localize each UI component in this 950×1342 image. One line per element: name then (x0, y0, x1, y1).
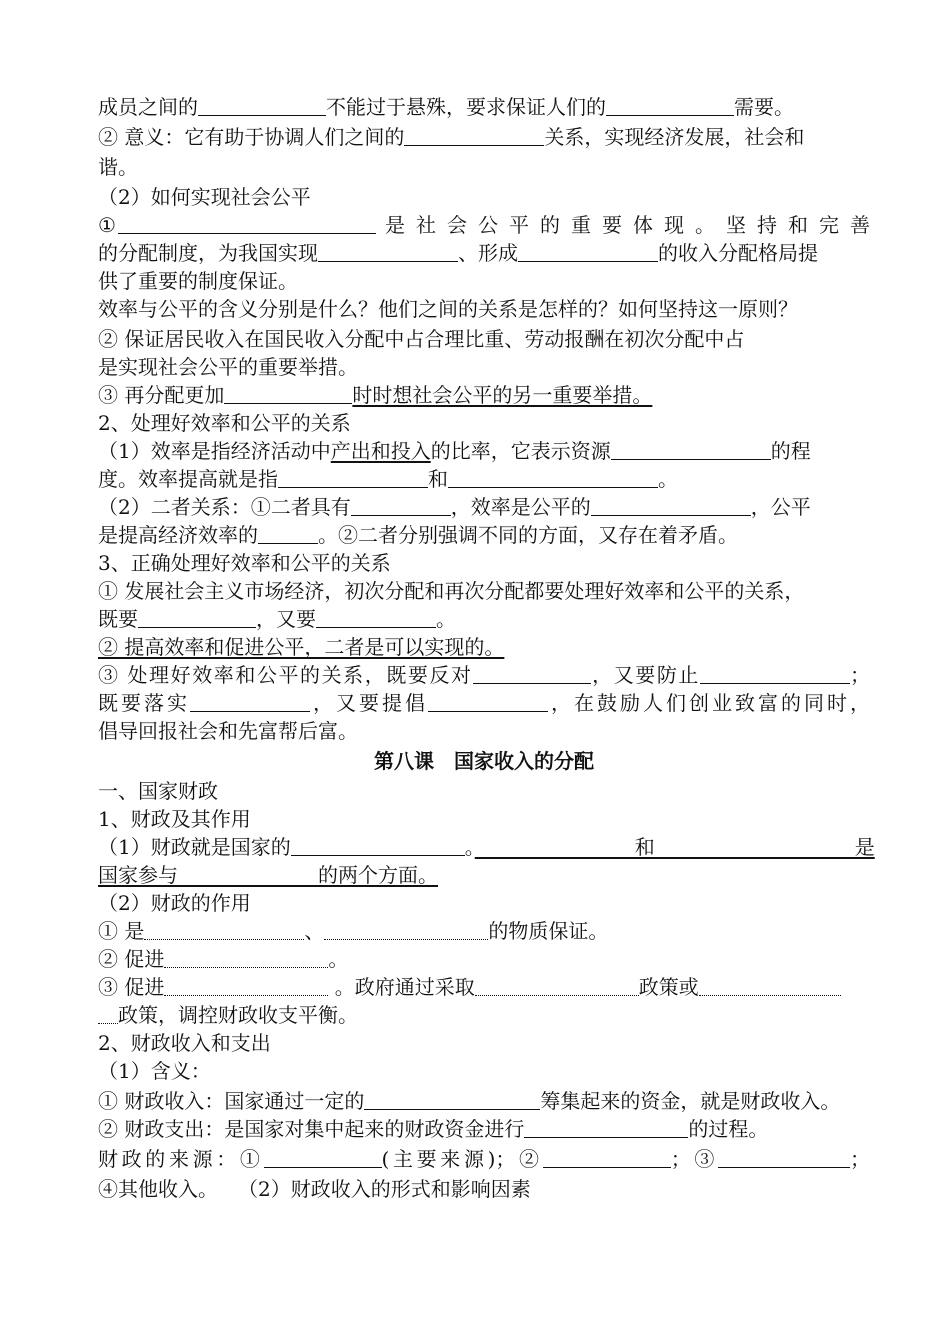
text-segment: ② 保证居民收入在国民收入分配中占合理比重、劳动报酬在初次分配中占 (98, 327, 745, 351)
text-line (98, 606, 870, 632)
fill-in-blank[interactable] (591, 497, 751, 516)
text-line (98, 806, 870, 832)
text-line (98, 410, 870, 436)
fill-in-blank[interactable] (518, 243, 658, 262)
text-segment: ① (98, 213, 119, 237)
fill-in-blank[interactable] (700, 665, 850, 684)
text-segment: 国家参与 的两个方面。 (98, 863, 438, 887)
text-segment: 和 (428, 467, 448, 491)
text-line (98, 382, 870, 408)
text-line (98, 778, 870, 804)
text-segment: ② 提高效率和促进公平，二者是可以实现的。 (98, 635, 505, 659)
text-line (98, 946, 870, 972)
text-line (98, 466, 870, 492)
text-segment: 。 (328, 947, 349, 971)
fill-in-blank[interactable] (473, 665, 591, 684)
text-segment: 供了重要的制度保证。 (98, 269, 298, 293)
text-line (98, 212, 870, 238)
text-line (98, 890, 870, 916)
text-segment: 政策或 (638, 975, 699, 999)
text-segment: 倡导回报社会和先富帮后富。 (98, 719, 358, 743)
fill-in-blank[interactable] (278, 469, 428, 488)
text-line (98, 578, 870, 604)
text-segment: （1）财政就是国家的 (98, 835, 291, 859)
fill-in-blank[interactable] (224, 385, 352, 404)
text-segment: 筹集起来的资金，就是财政收入。 (540, 1089, 841, 1113)
text-line (98, 94, 870, 120)
fill-in-blank[interactable] (144, 921, 304, 940)
text-segment: ，又要提倡 (310, 691, 428, 715)
text-segment: （1）含义： (98, 1059, 211, 1083)
text-segment: （2）二者关系：①二者具有 (98, 495, 351, 519)
text-line (98, 1058, 870, 1084)
text-segment: 不能过于悬殊，要求保证人们的 (326, 95, 606, 119)
text-segment: ① 财政收入：国家通过一定的 (98, 1089, 365, 1113)
fill-in-blank[interactable] (164, 977, 328, 996)
fill-in-blank[interactable] (316, 609, 436, 628)
text-segment: 2、处理好效率和公平的关系 (98, 411, 351, 435)
text-segment: 政策，调控财政收支平衡。 (118, 1003, 358, 1027)
text-line (98, 184, 870, 210)
text-segment: 3、正确处理好效率和公平的关系 (98, 551, 391, 575)
text-segment: (主要来源)；② (381, 1147, 543, 1171)
text-line (98, 1030, 870, 1056)
fill-in-blank[interactable] (198, 97, 326, 116)
fill-in-blank[interactable] (291, 837, 465, 856)
fill-in-blank[interactable] (351, 497, 451, 516)
text-segment: ，又要 (256, 607, 316, 631)
text-segment: 需要。 (734, 95, 794, 119)
text-segment: 财政的来源：① (98, 1147, 264, 1171)
text-segment: 是 社 会 公 平 的 重 要 体 现 。 坚 持 和 完 善 (376, 213, 871, 237)
text-segment: 。 (436, 607, 456, 631)
fill-in-blank[interactable] (164, 949, 328, 968)
fill-in-blank[interactable] (364, 1091, 540, 1110)
text-segment: 、形成 (458, 241, 518, 265)
text-segment: ； (850, 663, 871, 687)
text-segment: 的比率，它表示资源 (430, 439, 611, 463)
text-segment: ③ 处理好效率和公平的关系，既要反对 (98, 663, 473, 687)
text-segment: 。政府通过采取 (328, 975, 475, 999)
text-segment: ② 财政支出：是国家对集中起来的财政资金进行 (98, 1117, 525, 1141)
text-segment: 第八课 国家收入的分配 (374, 749, 594, 773)
text-segment: 的程 (770, 439, 811, 463)
text-line (98, 354, 870, 380)
fill-in-blank[interactable] (118, 215, 376, 234)
text-line (98, 154, 870, 180)
text-line (98, 268, 870, 294)
fill-in-blank[interactable] (475, 977, 639, 996)
text-line (98, 1088, 870, 1114)
fill-in-blank[interactable] (324, 921, 488, 940)
text-line (98, 974, 870, 1000)
text-line (98, 1002, 870, 1028)
text-segment: 的物质保证。 (488, 919, 609, 943)
text-line (98, 690, 870, 716)
text-segment: 。 (464, 835, 475, 859)
text-segment: 的过程。 (688, 1117, 769, 1141)
text-segment: 是实现社会公平的重要举措。 (98, 355, 358, 379)
fill-in-blank[interactable] (138, 609, 256, 628)
text-segment: 。②二者分别强调不同的方面，又存在着矛盾。 (318, 523, 738, 547)
text-line (98, 1176, 870, 1202)
fill-in-blank[interactable] (318, 243, 458, 262)
text-segment: ③ 促进 (98, 975, 165, 999)
fill-in-blank[interactable] (190, 693, 310, 712)
text-segment: 的分配制度，为我国实现 (98, 241, 318, 265)
text-segment: ② 意义：它有助于协调人们之间的 (98, 125, 405, 149)
text-segment: ① 发展社会主义市场经济，初次分配和再次分配都要处理好效率和公平的关系， (98, 579, 805, 603)
fill-in-blank[interactable] (524, 1119, 688, 1138)
text-segment: ，效率是公平的 (450, 495, 591, 519)
text-line (98, 634, 870, 660)
fill-in-blank[interactable] (606, 97, 734, 116)
text-segment: ④其他收入。 （2）财政收入的形式和影响因素 (98, 1177, 531, 1201)
fill-in-blank[interactable] (448, 469, 658, 488)
fill-in-blank[interactable] (258, 525, 318, 544)
text-segment: 是提高经济效率的 (98, 523, 258, 547)
fill-in-blank[interactable] (428, 693, 548, 712)
text-segment: 、 (304, 919, 325, 943)
text-line (98, 494, 870, 520)
text-line (98, 718, 870, 744)
text-line (98, 438, 870, 464)
text-line (98, 522, 870, 548)
text-segment: 效率与公平的含义分别是什么？他们之间的关系是怎样的？如何坚持这一原则？ (98, 297, 798, 321)
text-segment: ； (850, 1147, 871, 1171)
text-line (98, 862, 870, 888)
text-line (98, 550, 870, 576)
text-segment: ③ 再分配更加 (98, 383, 225, 407)
text-segment: 既要 (98, 607, 138, 631)
text-segment: （1）效率是指经济活动中 (98, 439, 331, 463)
text-line (98, 124, 870, 150)
text-line (98, 918, 870, 944)
text-segment: 一、国家财政 (98, 779, 218, 803)
text-segment: 2、财政收入和支出 (98, 1031, 271, 1055)
fill-in-blank[interactable] (264, 1149, 382, 1168)
fill-in-blank[interactable] (718, 1149, 850, 1168)
text-segment: 的收入分配格局提 (658, 241, 818, 265)
text-line (98, 326, 870, 352)
text-line (98, 662, 870, 688)
text-segment: 。 (658, 467, 678, 491)
text-segment: 成员之间的 (98, 95, 198, 119)
text-line (98, 1116, 870, 1142)
text-segment: 度。效率提高就是指 (98, 467, 278, 491)
text-segment: 关系，实现经济发展，社会和 (544, 125, 805, 149)
text-segment: ，又要防止 (590, 663, 701, 687)
text-line (98, 296, 870, 322)
fill-in-blank[interactable] (611, 441, 771, 460)
fill-in-blank[interactable] (699, 977, 841, 996)
text-line (98, 1146, 870, 1172)
text-segment: ① 是 (98, 919, 145, 943)
text-segment: ，在鼓励人们创业致富的同时， (548, 691, 870, 715)
text-segment: （2）财政的作用 (98, 891, 251, 915)
fill-in-blank[interactable] (543, 1149, 671, 1168)
text-segment: 时时想社会公平的另一重要举措。 (352, 383, 653, 407)
text-segment: 1、财政及其作用 (98, 807, 251, 831)
text-segment: 既要落实 (98, 691, 190, 715)
text-segment: （2）如何实现社会公平 (98, 185, 311, 209)
text-line (98, 834, 875, 860)
fill-in-blank[interactable] (98, 1005, 118, 1024)
text-line (98, 240, 870, 266)
text-segment: 和 是 (474, 835, 875, 859)
text-segment: ② 促进 (98, 947, 165, 971)
text-segment: ，公平 (750, 495, 811, 519)
fill-in-blank[interactable] (404, 127, 544, 146)
text-segment: 谐。 (98, 155, 138, 179)
lesson-title (98, 748, 870, 774)
text-segment: ；③ (670, 1147, 719, 1171)
text-segment: 产出和投入 (330, 439, 431, 463)
